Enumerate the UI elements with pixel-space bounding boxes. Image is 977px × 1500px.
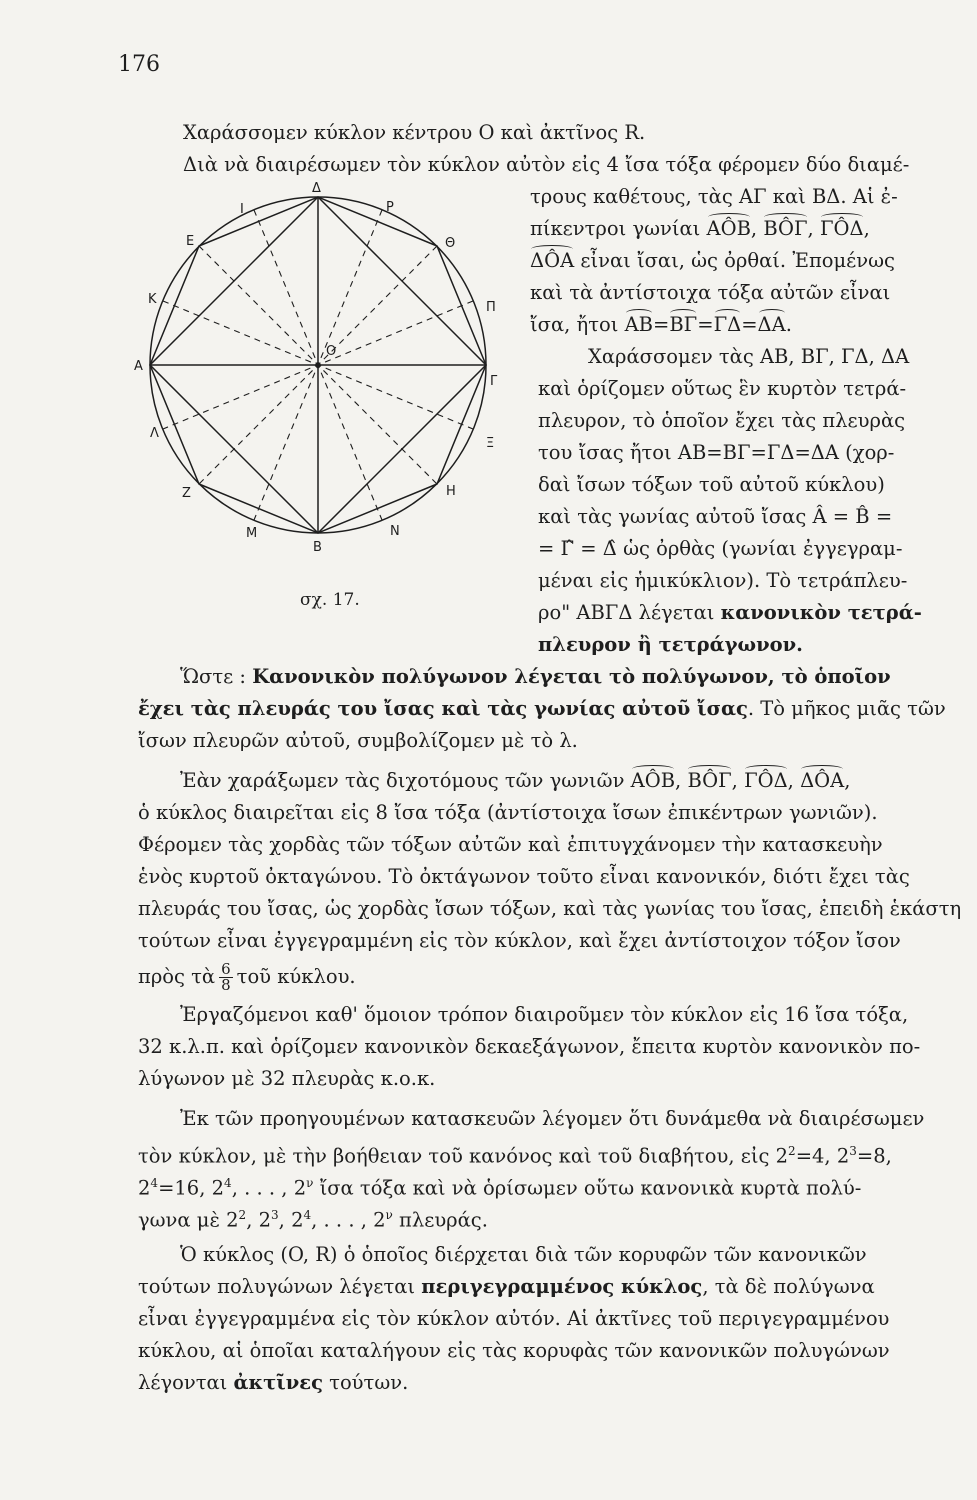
text-line-23: Φέρομεν τὰς χορδὰς τῶν τόξων αὐτῶν καὶ ἐπιτυγχάνομεν τὴν κατασκευὴν: [138, 833, 883, 856]
text-line-30: λύγωνον μὲ 32 πλευρὰς κ.ο.κ.: [138, 1067, 436, 1090]
text-line-2: Διὰ νὰ διαιρέσωμεν τὸν κύκλον αὐτὸν εἰς 4 ἴσα τόξα φέρομεν δύο διαμέ-: [183, 153, 910, 176]
label-n: N: [390, 524, 400, 539]
label-h: H: [446, 484, 456, 499]
text-line-39: λέγονται ἀκτῖνες τούτων.: [138, 1371, 409, 1394]
text-line-6: καὶ τὰ ἀντίστοιχα τόξα αὐτῶν εἶναι: [530, 281, 891, 304]
text-line-34: γωνα μὲ $2^2$, $2^3$, $2^4$, . . . , $2^\nu$ πλευράς.: [138, 1208, 488, 1232]
text-line-15: μέναι εἰς ἡμικύκλιον). Τὸ τετράπλευ-: [538, 569, 908, 592]
arc-gd: ΓΔ: [713, 313, 742, 336]
text-line-9: καὶ ὁρίζομεν οὕτως ἓν κυρτὸν τετρά-: [538, 377, 907, 400]
text-line-8: Χαράσσομεν τὰς AB, BΓ, ΓΔ, ΔA: [588, 345, 910, 368]
text-line-28: Ἐργαζόμενοι καθ' ὅμοιον τρόπον διαιροῦμεν τὸν κύκλον εἰς 16 ἴσα τόξα,: [180, 1003, 909, 1026]
label-delta: Δ: [312, 181, 321, 196]
label-a: A: [134, 359, 143, 374]
text-line-14: = Γ̂ = Δ̂ ὡς ὀρθὰς (γωνίαι ἐγγεγραμ-: [538, 537, 903, 560]
arc-ab: AB: [624, 313, 653, 336]
text-line-37: εἶναι ἐγγεγραμμένα εἰς τὸν κύκλον αὐτόν. Αἱ ἀκτῖνες τοῦ περιγεγραμμένου: [138, 1307, 890, 1330]
figure-17-circle-diagram: [128, 175, 508, 585]
fraction-6-8: $\frac{6}{8}$: [221, 960, 231, 994]
label-e: E: [186, 234, 195, 249]
text-line-25: πλευράς του ἴσας, ὡς χορδὰς ἴσων τόξων, καὶ τὰς γωνίας του ἴσας, ἐπειδὴ ἑκάστη: [138, 897, 962, 920]
text-line-26: τούτων εἶναι ἐγγεγραμμένη εἰς τὸν κύκλον, καὶ ἔχει ἀντίστοιχον τόξον ἴσον: [138, 929, 901, 952]
label-gamma: Γ: [490, 374, 498, 389]
text-line-17: πλευρον ἢ τετράγωνον.: [538, 633, 803, 656]
text-line-22: ὁ κύκλος διαιρεῖται εἰς 8 ἴσα τόξα (ἀντίστοιχα ἴσων ἐπικέντρων γωνιῶν).: [138, 801, 878, 824]
label-o: O: [326, 344, 337, 359]
label-xi: Ξ: [486, 436, 495, 451]
text-line-27: πρὸς τὰ $\frac{6}{8}$ τοῦ κύκλου.: [138, 960, 356, 994]
text-line-32: τὸν κύκλον, μὲ τὴν βοήθειαν τοῦ κανόνος καὶ τοῦ διαβήτου, εἰς $2^2=4$, $2^3=8$,: [138, 1144, 892, 1168]
definition-line-2: ἔχει τὰς πλευράς του ἴσας καὶ τὰς γωνίας αὐτοῦ ἴσας. Τὸ μῆκος μιᾶς τῶν: [138, 697, 946, 720]
definition-line-1: Ὥστε : Κανονικὸν πολύγωνον λέγεται τὸ πολύγωνον, τὸ ὁποῖον: [180, 665, 891, 688]
label-k: K: [148, 292, 157, 307]
text-line-35: Ὁ κύκλος (O, R) ὁ ὁποῖος διέρχεται διὰ τῶν κορυφῶν τῶν κανονικῶν: [180, 1243, 867, 1266]
label-p: P: [386, 200, 394, 215]
text-line-31: Ἐκ τῶν προηγουμένων κατασκευῶν λέγομεν ὅτι δυνάμεθα νὰ διαιρέσωμεν: [180, 1107, 925, 1130]
text-line-7: ἴσα, ἤτοι AB=BΓ=ΓΔ=ΔA.: [530, 313, 792, 336]
angle-doa: ΔÔA: [530, 249, 575, 272]
text-line-1: Χαράσσομεν κύκλον κέντρου O καὶ ἀκτῖνος R.: [183, 121, 646, 144]
label-z: Z: [182, 486, 191, 501]
angle-aob: AÔB: [706, 217, 751, 240]
text-line-38: κύκλου, αἱ ὁποῖαι καταλήγουν εἰς τὰς κορυφὰς τῶν κανονικῶν πολυγώνων: [138, 1339, 890, 1362]
text-line-16: ρο" ΑΒΓΔ λέγεται κανονικὸν τετρά-: [538, 601, 922, 624]
label-lambda: Λ: [150, 426, 159, 441]
text-line-3: τρους καθέτους, τὰς ΑΓ καὶ ΒΔ. Αἱ ἐ-: [530, 185, 898, 208]
definition-line-3: ἴσων πλευρῶν αὐτοῦ, συμβολίζομεν μὲ τὸ λ.: [138, 729, 578, 752]
label-i: I: [240, 202, 244, 217]
arc-da: ΔA: [757, 313, 786, 336]
text-line-36: τούτων πολυγώνων λέγεται περιγεγραμμένος κύκλος, τὰ δὲ πολύγωνα: [138, 1275, 875, 1298]
label-m: M: [246, 526, 258, 541]
text-line-21: Ἐὰν χαράξωμεν τὰς διχοτόμους τῶν γωνιῶν AÔB, BÔΓ, ΓÔΔ, ΔÔA,: [180, 769, 851, 792]
figure-caption: σχ. 17.: [300, 590, 360, 610]
text-line-11: του ἴσας ἤτοι AB=BΓ=ΓΔ=ΔA (χορ-: [538, 441, 895, 464]
text-line-5: ΔÔA εἶναι ἴσαι, ὡς ὀρθαί. Ἐπομένως: [530, 249, 895, 272]
text-line-13: καὶ τὰς γωνίας αὐτοῦ ἴσας Â = B̂ =: [538, 505, 893, 528]
angle-god: ΓÔΔ: [819, 217, 864, 240]
label-theta: Θ: [445, 236, 456, 251]
text-line-4: πίκεντροι γωνίαι AÔB, BÔΓ, ΓÔΔ,: [530, 217, 870, 240]
label-pi: Π: [486, 300, 496, 315]
text-line-29: 32 κ.λ.π. καὶ ὁρίζομεν κανονικὸν δεκαεξάγωνον, ἔπειτα κυρτὸν κανονικὸν πο-: [138, 1035, 921, 1058]
text-line-33: $2^4=16$, $2^4$, . . . , $2^\nu$ ἴσα τόξα καὶ νὰ ὁρίσωμεν οὕτω κανονικὰ κυρτὰ πολύ-: [138, 1176, 862, 1200]
label-b: B: [313, 540, 322, 555]
arc-bg: BΓ: [669, 313, 698, 336]
text-line-24: ἑνὸς κυρτοῦ ὀκταγώνου. Τὸ ὀκτάγωνον τοῦτο εἶναι κανονικόν, διότι ἔχει τὰς: [138, 865, 910, 888]
text-line-10: πλευρον, τὸ ὁποῖον ἔχει τὰς πλευρὰς: [538, 409, 906, 432]
angle-bog: BÔΓ: [763, 217, 808, 240]
text-line-12: δαὶ ἴσων τόξων τοῦ αὐτοῦ κύκλου): [538, 473, 885, 496]
page-number: 176: [118, 52, 160, 77]
